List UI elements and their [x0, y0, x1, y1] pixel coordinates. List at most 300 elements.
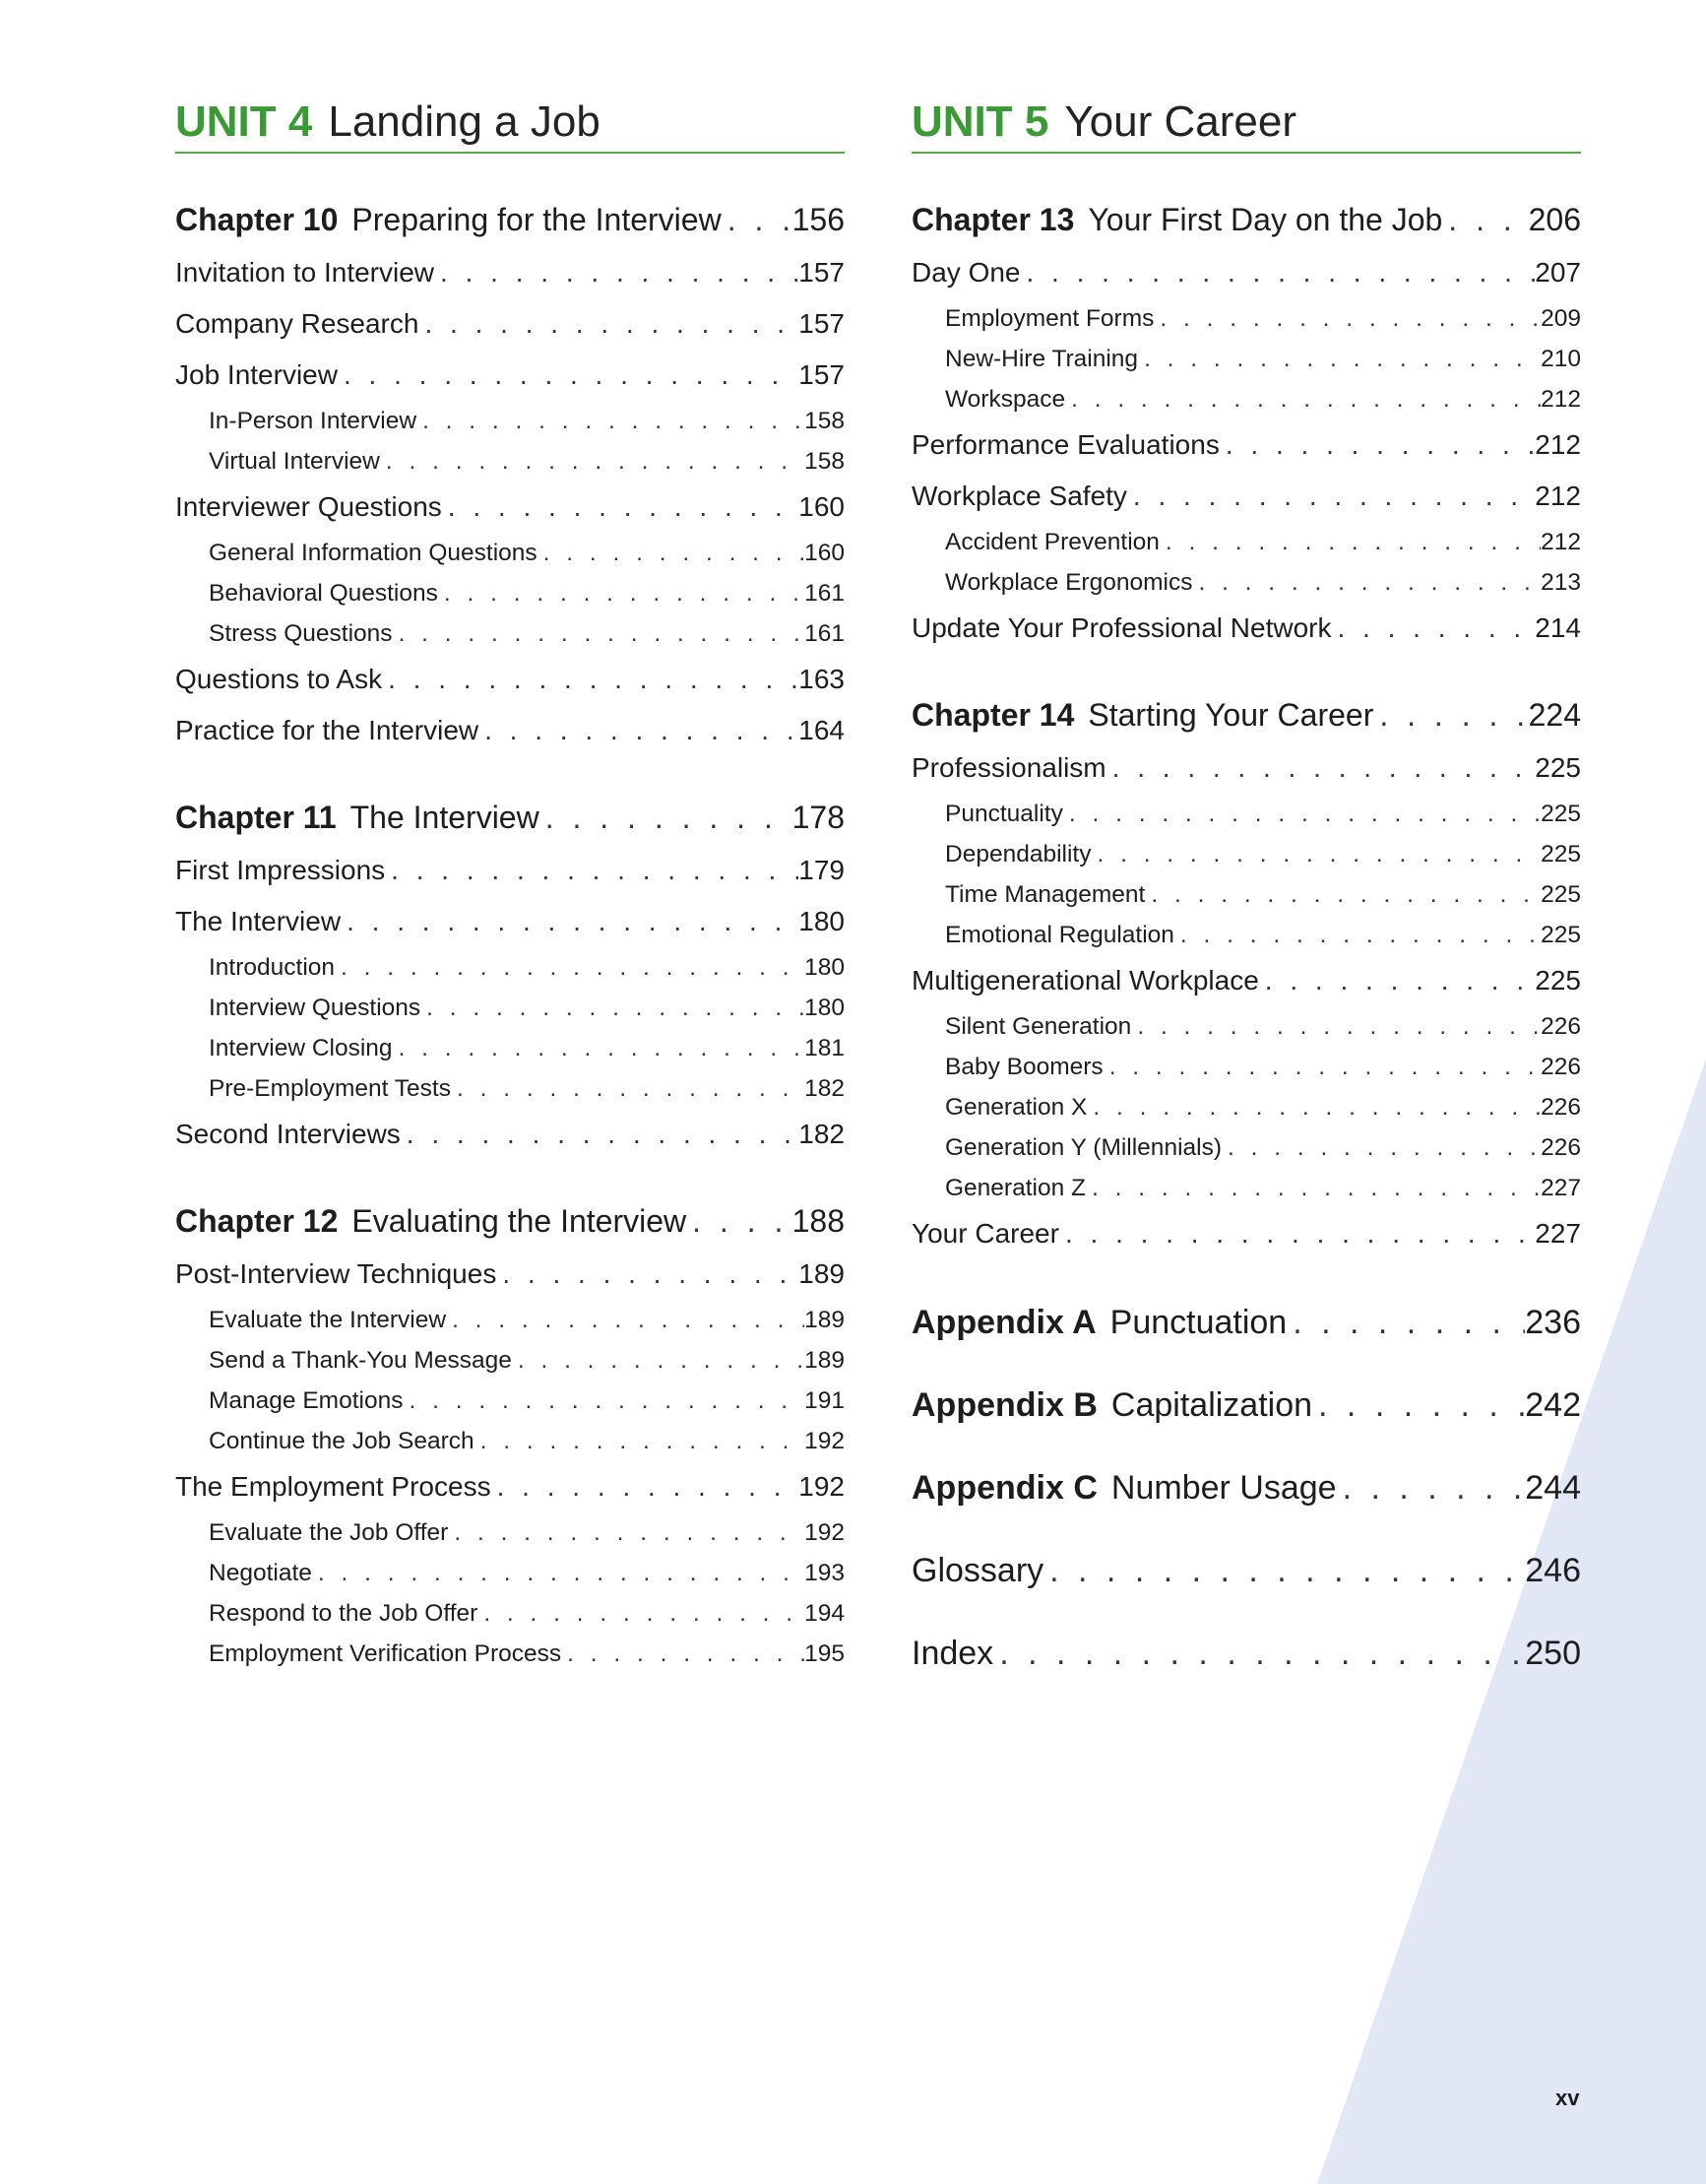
- entry-title: [945, 1006, 1131, 1047]
- toc-subsection[interactable]: [912, 1127, 1581, 1168]
- dot-leader: [393, 1028, 805, 1068]
- entry-page-number: 206: [1528, 202, 1581, 237]
- entry-page-number: 180: [804, 954, 845, 981]
- toc-subsection[interactable]: [175, 613, 845, 654]
- entry-page-number: 236: [1525, 1304, 1581, 1341]
- entry-page-number: 188: [791, 1203, 845, 1239]
- dot-leader: [496, 1249, 798, 1300]
- entry-label: Appendix C: [912, 1469, 1098, 1507]
- entry-title-text: Interview Closing: [209, 1035, 393, 1061]
- toc-subsection[interactable]: [912, 834, 1581, 874]
- entry-page-number: 246: [1525, 1552, 1581, 1589]
- entry-title-text: Stress Questions: [209, 620, 393, 647]
- toc-section[interactable]: [175, 705, 845, 756]
- dot-leader: [401, 1109, 798, 1160]
- dot-leader: [1104, 1047, 1541, 1087]
- toc-subsection[interactable]: [912, 794, 1581, 834]
- toc-section[interactable]: [175, 845, 845, 896]
- toc-section[interactable]: [912, 603, 1581, 654]
- dot-leader: [1222, 1127, 1541, 1168]
- entry-page-number: 194: [804, 1600, 845, 1627]
- unit-4-contents: [175, 202, 845, 1674]
- entry-title: [912, 471, 1127, 522]
- unit-label: UNIT 4: [175, 97, 313, 146]
- entry-title-text: Multigenerational Workplace: [912, 965, 1259, 996]
- dot-leader: [477, 1593, 804, 1634]
- entry-page-number: 180: [804, 995, 845, 1021]
- dot-leader: [380, 441, 804, 482]
- entry-title: [912, 1208, 1059, 1259]
- toc-subsection[interactable]: [175, 1593, 845, 1634]
- entry-page-number: 164: [798, 715, 845, 745]
- entry-page-number: 182: [804, 1075, 845, 1102]
- entry-title: [209, 1634, 561, 1674]
- entry-title-text: Your First Day on the Job: [1088, 202, 1443, 237]
- entry-title-text: New-Hire Training: [945, 346, 1139, 372]
- entry-page-number: 192: [804, 1519, 845, 1546]
- toc-subsection[interactable]: [175, 401, 845, 441]
- toc-subsection[interactable]: [912, 298, 1581, 339]
- entry-title: [209, 1068, 451, 1109]
- dot-leader: [686, 1203, 791, 1240]
- dot-leader: [1337, 1446, 1526, 1529]
- entry-page-number: 189: [804, 1307, 845, 1333]
- entry-title-text: Company Research: [175, 308, 419, 339]
- entry-label: Chapter 13: [912, 202, 1075, 237]
- entry-page-number: 158: [804, 448, 845, 475]
- dot-leader: [438, 573, 804, 613]
- entry-page-number: 226: [1541, 1134, 1581, 1161]
- entry-title-text: Evaluating the Interview: [351, 1203, 687, 1239]
- dot-leader: [335, 947, 804, 988]
- entry-title: [175, 1249, 496, 1300]
- entry-title: [945, 874, 1145, 915]
- dot-leader: [385, 845, 798, 896]
- entry-page-number: 160: [804, 540, 845, 566]
- toc-section[interactable]: [912, 955, 1581, 1006]
- dot-leader: [1287, 1281, 1525, 1364]
- dot-leader: [561, 1634, 804, 1674]
- unit-5-contents: [912, 202, 1581, 1695]
- dot-leader: [1259, 955, 1536, 1006]
- toc-section[interactable]: [175, 298, 845, 350]
- entry-title-text: Continue the Job Search: [209, 1428, 474, 1454]
- entry-page-number: 209: [1541, 305, 1581, 332]
- entry-title: [912, 1612, 993, 1695]
- toc-subsection[interactable]: [912, 1087, 1581, 1127]
- entry-title-text: Glossary: [912, 1552, 1044, 1589]
- entry-page-number: 157: [798, 359, 845, 390]
- entry-title: [209, 573, 438, 613]
- entry-page-number: 210: [1541, 346, 1581, 372]
- entry-page-number: 207: [1535, 257, 1581, 288]
- entry-title-text: Interview Questions: [209, 995, 421, 1021]
- dot-leader: [1442, 202, 1528, 238]
- dot-leader: [382, 654, 798, 705]
- entry-title: [175, 247, 434, 298]
- entry-title: [912, 1446, 1337, 1529]
- entry-title: [945, 915, 1174, 955]
- toc-section[interactable]: [912, 471, 1581, 522]
- dot-leader: [1065, 379, 1541, 419]
- entry-title-text: Number Usage: [1110, 1469, 1337, 1507]
- dot-leader: [1127, 471, 1535, 522]
- entry-title: [175, 1203, 686, 1240]
- entry-title: [912, 1529, 1043, 1612]
- entry-page-number: 189: [798, 1258, 845, 1289]
- dot-leader: [512, 1340, 804, 1381]
- entry-title: [912, 697, 1373, 734]
- dot-leader: [1331, 603, 1535, 654]
- entry-title-text: Generation Z: [945, 1175, 1086, 1201]
- entry-title-text: Behavioral Questions: [209, 580, 438, 607]
- dot-leader: [338, 350, 798, 401]
- entry-title: [912, 202, 1442, 238]
- toc-section[interactable]: [175, 654, 845, 705]
- dot-leader: [1220, 419, 1535, 471]
- entry-title: [175, 1109, 401, 1160]
- toc-subsection[interactable]: [175, 1634, 845, 1674]
- entry-page-number: 227: [1535, 1218, 1581, 1249]
- chapter-heading[interactable]: [175, 800, 845, 839]
- entry-title: [912, 603, 1331, 654]
- entry-title-text: Accident Prevention: [945, 529, 1160, 555]
- chapter-heading[interactable]: [175, 1203, 845, 1243]
- dot-leader: [537, 533, 804, 573]
- entry-label: Appendix A: [912, 1304, 1097, 1341]
- toc-section[interactable]: [175, 1461, 845, 1512]
- dot-leader: [312, 1553, 804, 1593]
- entry-title: [209, 441, 380, 482]
- toc-subsection[interactable]: [912, 874, 1581, 915]
- entry-title-text: Punctuality: [945, 801, 1063, 827]
- entry-title-text: Professionalism: [912, 752, 1106, 783]
- entry-title: [945, 339, 1138, 379]
- dot-leader: [993, 1612, 1525, 1695]
- entry-title-text: Questions to Ask: [175, 664, 383, 694]
- entry-page-number: 226: [1541, 1094, 1581, 1121]
- toc-section[interactable]: [912, 742, 1581, 794]
- entry-page-number: 227: [1541, 1175, 1581, 1201]
- entry-title-text: The Interview: [175, 906, 342, 936]
- toc-subsection[interactable]: [175, 988, 845, 1028]
- toc-subsection[interactable]: [175, 947, 845, 988]
- entry-title: [209, 401, 416, 441]
- entry-title-text: Job Interview: [175, 359, 338, 390]
- dot-leader: [1160, 522, 1541, 562]
- unit-4-heading: [175, 93, 845, 154]
- toc-section[interactable]: [912, 419, 1581, 471]
- entry-title: [945, 562, 1192, 603]
- dot-leader: [1087, 1087, 1541, 1127]
- dot-leader: [341, 896, 798, 947]
- entry-title: [912, 247, 1021, 298]
- entry-title: [945, 1047, 1104, 1087]
- dot-leader: [1192, 562, 1541, 603]
- dot-leader: [418, 298, 798, 350]
- spacer: [175, 1160, 845, 1203]
- toc-subsection[interactable]: [175, 1340, 845, 1381]
- entry-page-number: 225: [1541, 841, 1581, 867]
- entry-page-number: 157: [798, 308, 845, 339]
- entry-title-text: Time Management: [945, 881, 1146, 908]
- chapter-heading[interactable]: [912, 202, 1581, 241]
- toc-subsection[interactable]: [912, 562, 1581, 603]
- entry-title: [209, 1028, 393, 1068]
- dot-leader: [1086, 1168, 1541, 1208]
- entry-title-text: Your Career: [912, 1218, 1059, 1249]
- dot-leader: [442, 482, 798, 533]
- entry-page-number: 225: [1541, 801, 1581, 827]
- toc-section[interactable]: [175, 350, 845, 401]
- entry-title-text: Baby Boomers: [945, 1054, 1104, 1080]
- dot-leader: [1312, 1364, 1525, 1446]
- entry-title-text: General Information Questions: [209, 540, 537, 566]
- toc-subsection[interactable]: [912, 379, 1581, 419]
- entry-label: Chapter 12: [175, 1203, 339, 1239]
- entry-title: [209, 1421, 474, 1461]
- toc-subsection[interactable]: [175, 1068, 845, 1109]
- toc-subsection[interactable]: [175, 573, 845, 613]
- toc-subsection[interactable]: [175, 441, 845, 482]
- dot-leader: [1154, 298, 1541, 339]
- entry-title-text: Evaluate the Job Offer: [209, 1519, 449, 1546]
- entry-title: [175, 896, 341, 947]
- entry-label: Appendix B: [912, 1386, 1098, 1424]
- dot-leader: [1138, 339, 1541, 379]
- entry-title: [175, 298, 418, 350]
- entry-page-number: 192: [804, 1428, 845, 1454]
- entry-title: [945, 834, 1091, 874]
- entry-title: [912, 955, 1259, 1006]
- entry-title: [945, 794, 1063, 834]
- entry-page-number: 195: [804, 1640, 845, 1667]
- entry-title-text: Punctuation: [1109, 1304, 1288, 1341]
- entry-title-text: The Employment Process: [175, 1471, 491, 1502]
- toc-section[interactable]: [912, 247, 1581, 298]
- entry-title-text: Evaluate the Interview: [209, 1307, 447, 1333]
- entry-page-number: 161: [804, 620, 845, 647]
- entry-page-number: 225: [1535, 752, 1581, 783]
- dot-leader: [420, 988, 804, 1028]
- entry-title-text: Preparing for the Interview: [351, 202, 722, 237]
- dot-leader: [448, 1512, 804, 1553]
- dot-leader: [403, 1381, 804, 1421]
- entry-title-text: Silent Generation: [945, 1013, 1132, 1040]
- entry-title-text: Second Interviews: [175, 1119, 401, 1149]
- toc-subsection[interactable]: [912, 1047, 1581, 1087]
- entry-title-text: Performance Evaluations: [912, 429, 1220, 460]
- toc-subsection[interactable]: [912, 1168, 1581, 1208]
- entry-title-text: Starting Your Career: [1088, 697, 1374, 733]
- entry-title-text: Employment Verification Process: [209, 1640, 562, 1667]
- entry-title-text: Practice for the Interview: [175, 715, 479, 745]
- spacer: [912, 1259, 1581, 1281]
- unit-title: Your Career: [1064, 97, 1296, 146]
- entry-title-text: In-Person Interview: [209, 408, 417, 434]
- toc-subsection[interactable]: [912, 1006, 1581, 1047]
- entry-title-text: The Interview: [349, 800, 539, 835]
- toc-subsection[interactable]: [175, 1553, 845, 1593]
- entry-title: [912, 742, 1106, 794]
- entry-page-number: 213: [1541, 569, 1581, 596]
- entry-title-text: Manage Emotions: [209, 1387, 404, 1414]
- toc-subsection[interactable]: [175, 1300, 845, 1340]
- entry-title-text: Negotiate: [209, 1560, 312, 1586]
- entry-title-text: Emotional Regulation: [945, 922, 1174, 948]
- entry-title: [175, 705, 478, 756]
- entry-title: [945, 379, 1065, 419]
- entry-title: [912, 1364, 1312, 1446]
- entry-page-number: 178: [791, 800, 845, 835]
- entry-title-text: Introduction: [209, 954, 336, 981]
- back-matter-entry[interactable]: [912, 1529, 1581, 1612]
- entry-page-number: 179: [798, 855, 845, 885]
- toc-subsection[interactable]: [175, 1421, 845, 1461]
- unit-label: UNIT 5: [912, 97, 1049, 146]
- toc-subsection[interactable]: [175, 1512, 845, 1553]
- dot-leader: [478, 705, 798, 756]
- entry-title-text: Dependability: [945, 841, 1092, 867]
- entry-page-number: 214: [1535, 612, 1581, 643]
- dot-leader: [451, 1068, 804, 1109]
- appendix-entry[interactable]: [912, 1281, 1581, 1364]
- entry-title: [945, 298, 1154, 339]
- entry-title: [175, 482, 442, 533]
- dot-leader: [446, 1300, 804, 1340]
- entry-page-number: 224: [1528, 697, 1581, 733]
- entry-page-number: 242: [1525, 1386, 1581, 1424]
- dot-leader: [1131, 1006, 1541, 1047]
- entry-title-text: Workplace Ergonomics: [945, 569, 1193, 596]
- dot-leader: [1059, 1208, 1535, 1259]
- entry-title-text: Post-Interview Techniques: [175, 1258, 497, 1289]
- entry-label: Chapter 10: [175, 202, 339, 237]
- entry-page-number: 226: [1541, 1013, 1581, 1040]
- entry-title: [209, 1300, 446, 1340]
- entry-page-number: 189: [804, 1347, 845, 1374]
- toc-section[interactable]: [175, 896, 845, 947]
- entry-page-number: 192: [798, 1471, 845, 1502]
- entry-title-text: First Impressions: [175, 855, 386, 885]
- entry-title-text: Capitalization: [1110, 1386, 1313, 1424]
- entry-page-number: 193: [804, 1560, 845, 1586]
- entry-page-number: 181: [804, 1035, 845, 1061]
- entry-title: [209, 988, 420, 1028]
- entry-title: [175, 202, 722, 238]
- entry-label: Chapter 14: [912, 697, 1075, 733]
- entry-page-number: 226: [1541, 1054, 1581, 1080]
- toc-section[interactable]: [175, 247, 845, 298]
- chapter-heading[interactable]: [175, 202, 845, 241]
- entry-title: [945, 1087, 1087, 1127]
- appendix-entry[interactable]: [912, 1446, 1581, 1529]
- entry-page-number: 180: [798, 906, 845, 936]
- dot-leader: [1043, 1529, 1525, 1612]
- toc-subsection[interactable]: [175, 1381, 845, 1421]
- dot-leader: [1373, 697, 1528, 734]
- entry-page-number: 157: [798, 257, 845, 288]
- entry-title-text: Generation Y (Millennials): [945, 1134, 1222, 1161]
- toc-subsection[interactable]: [912, 339, 1581, 379]
- page-number: xv: [1555, 2086, 1580, 2110]
- entry-title-text: Update Your Professional Network: [912, 612, 1332, 643]
- unit-title: Landing a Job: [328, 97, 600, 146]
- entry-page-number: 212: [1535, 481, 1581, 511]
- entry-page-number: 163: [798, 664, 845, 694]
- back-matter-entry[interactable]: [912, 1612, 1581, 1695]
- toc-subsection[interactable]: [175, 533, 845, 573]
- spacer: [912, 654, 1581, 697]
- entry-title: [945, 1168, 1086, 1208]
- dot-leader: [1021, 247, 1536, 298]
- entry-title: [945, 522, 1160, 562]
- dot-leader: [491, 1461, 799, 1512]
- appendix-entry[interactable]: [912, 1364, 1581, 1446]
- entry-title-text: Respond to the Job Offer: [209, 1600, 478, 1627]
- entry-title-text: Index: [912, 1635, 994, 1672]
- entry-title-text: Workspace: [945, 386, 1066, 413]
- unit-5-heading: [912, 93, 1581, 154]
- dot-leader: [1106, 742, 1536, 794]
- entry-title: [175, 1461, 491, 1512]
- entry-page-number: 156: [791, 202, 845, 237]
- toc-section[interactable]: [912, 1208, 1581, 1259]
- entry-title: [209, 1340, 512, 1381]
- entry-title: [912, 1281, 1287, 1364]
- entry-title-text: Employment Forms: [945, 305, 1155, 332]
- toc-section[interactable]: [175, 1109, 845, 1160]
- entry-page-number: 212: [1541, 386, 1581, 413]
- entry-title-text: Generation X: [945, 1094, 1088, 1121]
- entry-title-text: Send a Thank-You Message: [209, 1347, 512, 1374]
- entry-title: [945, 1127, 1222, 1168]
- toc-subsection[interactable]: [912, 915, 1581, 955]
- entry-title-text: Virtual Interview: [209, 448, 380, 475]
- toc-subsection[interactable]: [912, 522, 1581, 562]
- dot-leader: [1174, 915, 1541, 955]
- entry-page-number: 225: [1541, 881, 1581, 908]
- entry-title-text: Interviewer Questions: [175, 491, 442, 522]
- dot-leader: [1063, 794, 1541, 834]
- entry-page-number: 212: [1541, 529, 1581, 555]
- chapter-heading[interactable]: [912, 697, 1581, 737]
- entry-title-text: Day One: [912, 257, 1021, 288]
- dot-leader: [539, 800, 792, 836]
- spacer: [175, 756, 845, 800]
- entry-page-number: 182: [798, 1119, 845, 1149]
- dot-leader: [722, 202, 792, 238]
- dot-leader: [434, 247, 798, 298]
- dot-leader: [1145, 874, 1541, 915]
- entry-page-number: 244: [1525, 1469, 1581, 1507]
- entry-title: [209, 1593, 477, 1634]
- toc-section[interactable]: [175, 482, 845, 533]
- entry-title: [209, 533, 537, 573]
- entry-title: [209, 1381, 403, 1421]
- entry-page-number: 250: [1525, 1635, 1581, 1672]
- dot-leader: [393, 613, 805, 654]
- dot-leader: [1091, 834, 1541, 874]
- entry-page-number: 158: [804, 408, 845, 434]
- dot-leader: [416, 401, 804, 441]
- toc-section[interactable]: [175, 1249, 845, 1300]
- toc-subsection[interactable]: [175, 1028, 845, 1068]
- entry-page-number: 161: [804, 580, 845, 607]
- entry-label: Chapter 11: [175, 800, 337, 835]
- entry-title: [175, 350, 338, 401]
- entry-title: [209, 1512, 448, 1553]
